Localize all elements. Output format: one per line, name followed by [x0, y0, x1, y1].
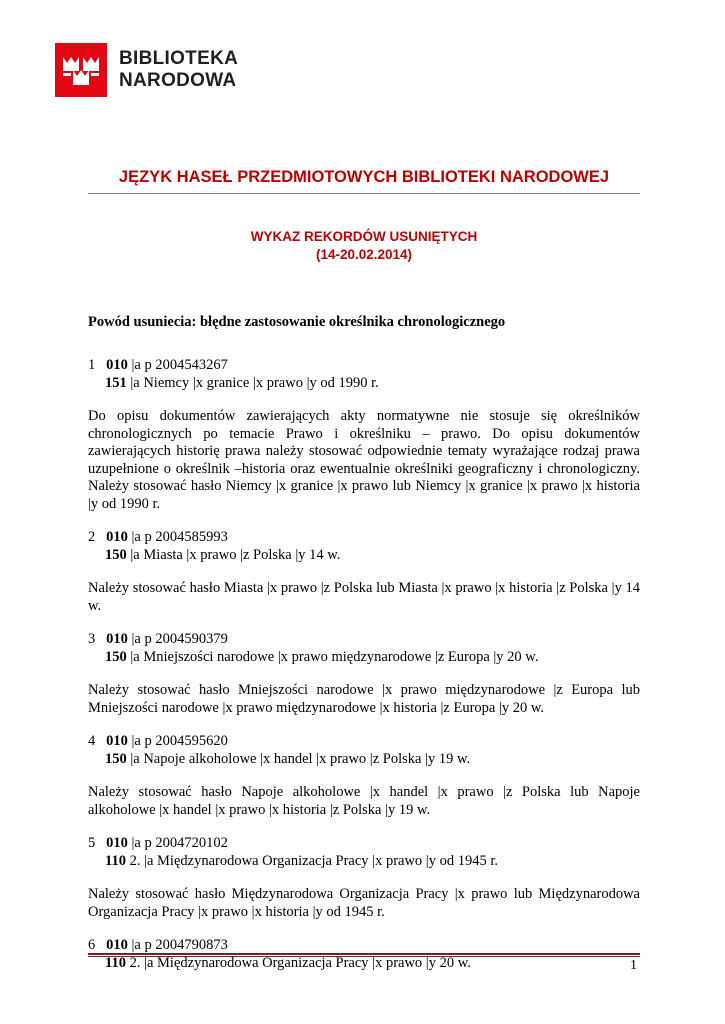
biblioteka-narodowa-logo [55, 43, 238, 97]
field-tag: 010 [106, 733, 128, 749]
field-tag: 151 [105, 374, 127, 391]
document-title: JĘZYK HASEŁ PRZEDMIOTOWYCH BIBLIOTEKI NARODOWEJ [88, 168, 640, 194]
record [88, 733, 640, 768]
record-number: 3 [88, 631, 96, 647]
record-number: 6 [88, 937, 96, 953]
field-value: |a p 2004720102 [131, 835, 228, 851]
record-number: 2 [88, 529, 96, 545]
field-value: |a p 2004590379 [131, 631, 228, 647]
field-tag: 110 [105, 954, 126, 971]
field-value: 2. |a Międzynarodowa Organizacja Pracy |x prawo |y 20 w. [129, 954, 471, 971]
footer-divider [88, 953, 640, 955]
logo-line1: BIBLIOTEKA [119, 48, 239, 69]
record-note: Należy stosować hasło Międzynarodowa Organizacja Pracy |x prawo lub Międzynarodowa Organizacja Pracy |x prawo |x historia |y od 1945 r. [88, 886, 640, 920]
footer-divider-thin [88, 956, 640, 957]
field-tag: 010 [106, 835, 128, 851]
deletion-reason: Powód usuniecia: błędne zastosowanie określnika chronologicznego [88, 314, 506, 330]
field-tag: 150 [105, 750, 127, 767]
records-list [88, 357, 640, 972]
record [88, 835, 640, 870]
record-number: 4 [88, 733, 96, 749]
page-number: 1 [630, 958, 637, 973]
field-tag: 010 [106, 529, 128, 545]
field-value: |a p 2004595620 [131, 733, 228, 749]
record [88, 357, 640, 392]
subtitle-date: (14-20.02.2014) [315, 247, 413, 262]
field-value: |a p 2004790873 [131, 937, 228, 953]
record-note: Należy stosować hasło Napoje alkoholowe |x handel |x prawo |z Polska lub Napoje alkoholowe |x handel |x prawo |x historia |z Polska |y 19 w. [88, 784, 640, 818]
field-tag: 010 [106, 631, 128, 647]
record-note: Należy stosować hasło Miasta |x prawo |z Polska lub Miasta |x prawo |x historia |z Polska |y 14 w. [88, 580, 640, 614]
field-tag: 110 [105, 852, 126, 869]
field-value: |a Miasta |x prawo |z Polska |y 14 w. [130, 546, 341, 563]
record-note: Należy stosować hasło Mniejszości narodowe |x prawo międzynarodowe |z Europa lub Mniejszości narodowe |x prawo międzynarodowe |x historia |z Europa |y 20 w. [88, 682, 640, 716]
field-tag: 150 [105, 546, 127, 563]
field-value: |a Niemcy |x granice |x prawo |y od 1990 r. [130, 374, 379, 391]
field-value: |a p 2004543267 [131, 357, 228, 373]
subtitle-line1: WYKAZ REKORDÓW USUNIĘTYCH [250, 229, 478, 244]
record-number: 5 [88, 835, 96, 851]
logo-text [119, 48, 238, 92]
field-value: 2. |a Międzynarodowa Organizacja Pracy |x prawo |y od 1945 r. [129, 852, 498, 869]
field-value: |a Napoje alkoholowe |x handel |x prawo |z Polska |y 19 w. [130, 750, 471, 767]
field-tag: 010 [106, 357, 128, 373]
field-value: |a p 2004585993 [131, 529, 228, 545]
logo-line2: NARODOWA [119, 70, 237, 91]
field-tag: 150 [105, 648, 127, 665]
record-number: 1 [88, 357, 96, 373]
field-tag: 010 [106, 937, 128, 953]
record-note: Do opisu dokumentów zawierających akty normatywne nie stosuje się określników chronologicznych po temacie Prawo i określniku – prawo. Do opisu dokumentów zawierających historię prawa należy stosować odpowiednie tematy wyrażające rodzaj prawa uzupełnione o określnik –historia oraz ewentualnie określniki geograficzny i chronologiczny. Należy stosować hasło Niemcy |x granice |x prawo lub Niemcy |x granice |x prawo |x historia |y od 1990 r. [88, 408, 640, 512]
crown-logo-icon [55, 43, 107, 97]
record [88, 529, 640, 564]
field-value: |a Mniejszości narodowe |x prawo międzynarodowe |z Europa |y 20 w. [130, 648, 539, 665]
record [88, 631, 640, 666]
document-subtitle [88, 228, 640, 264]
